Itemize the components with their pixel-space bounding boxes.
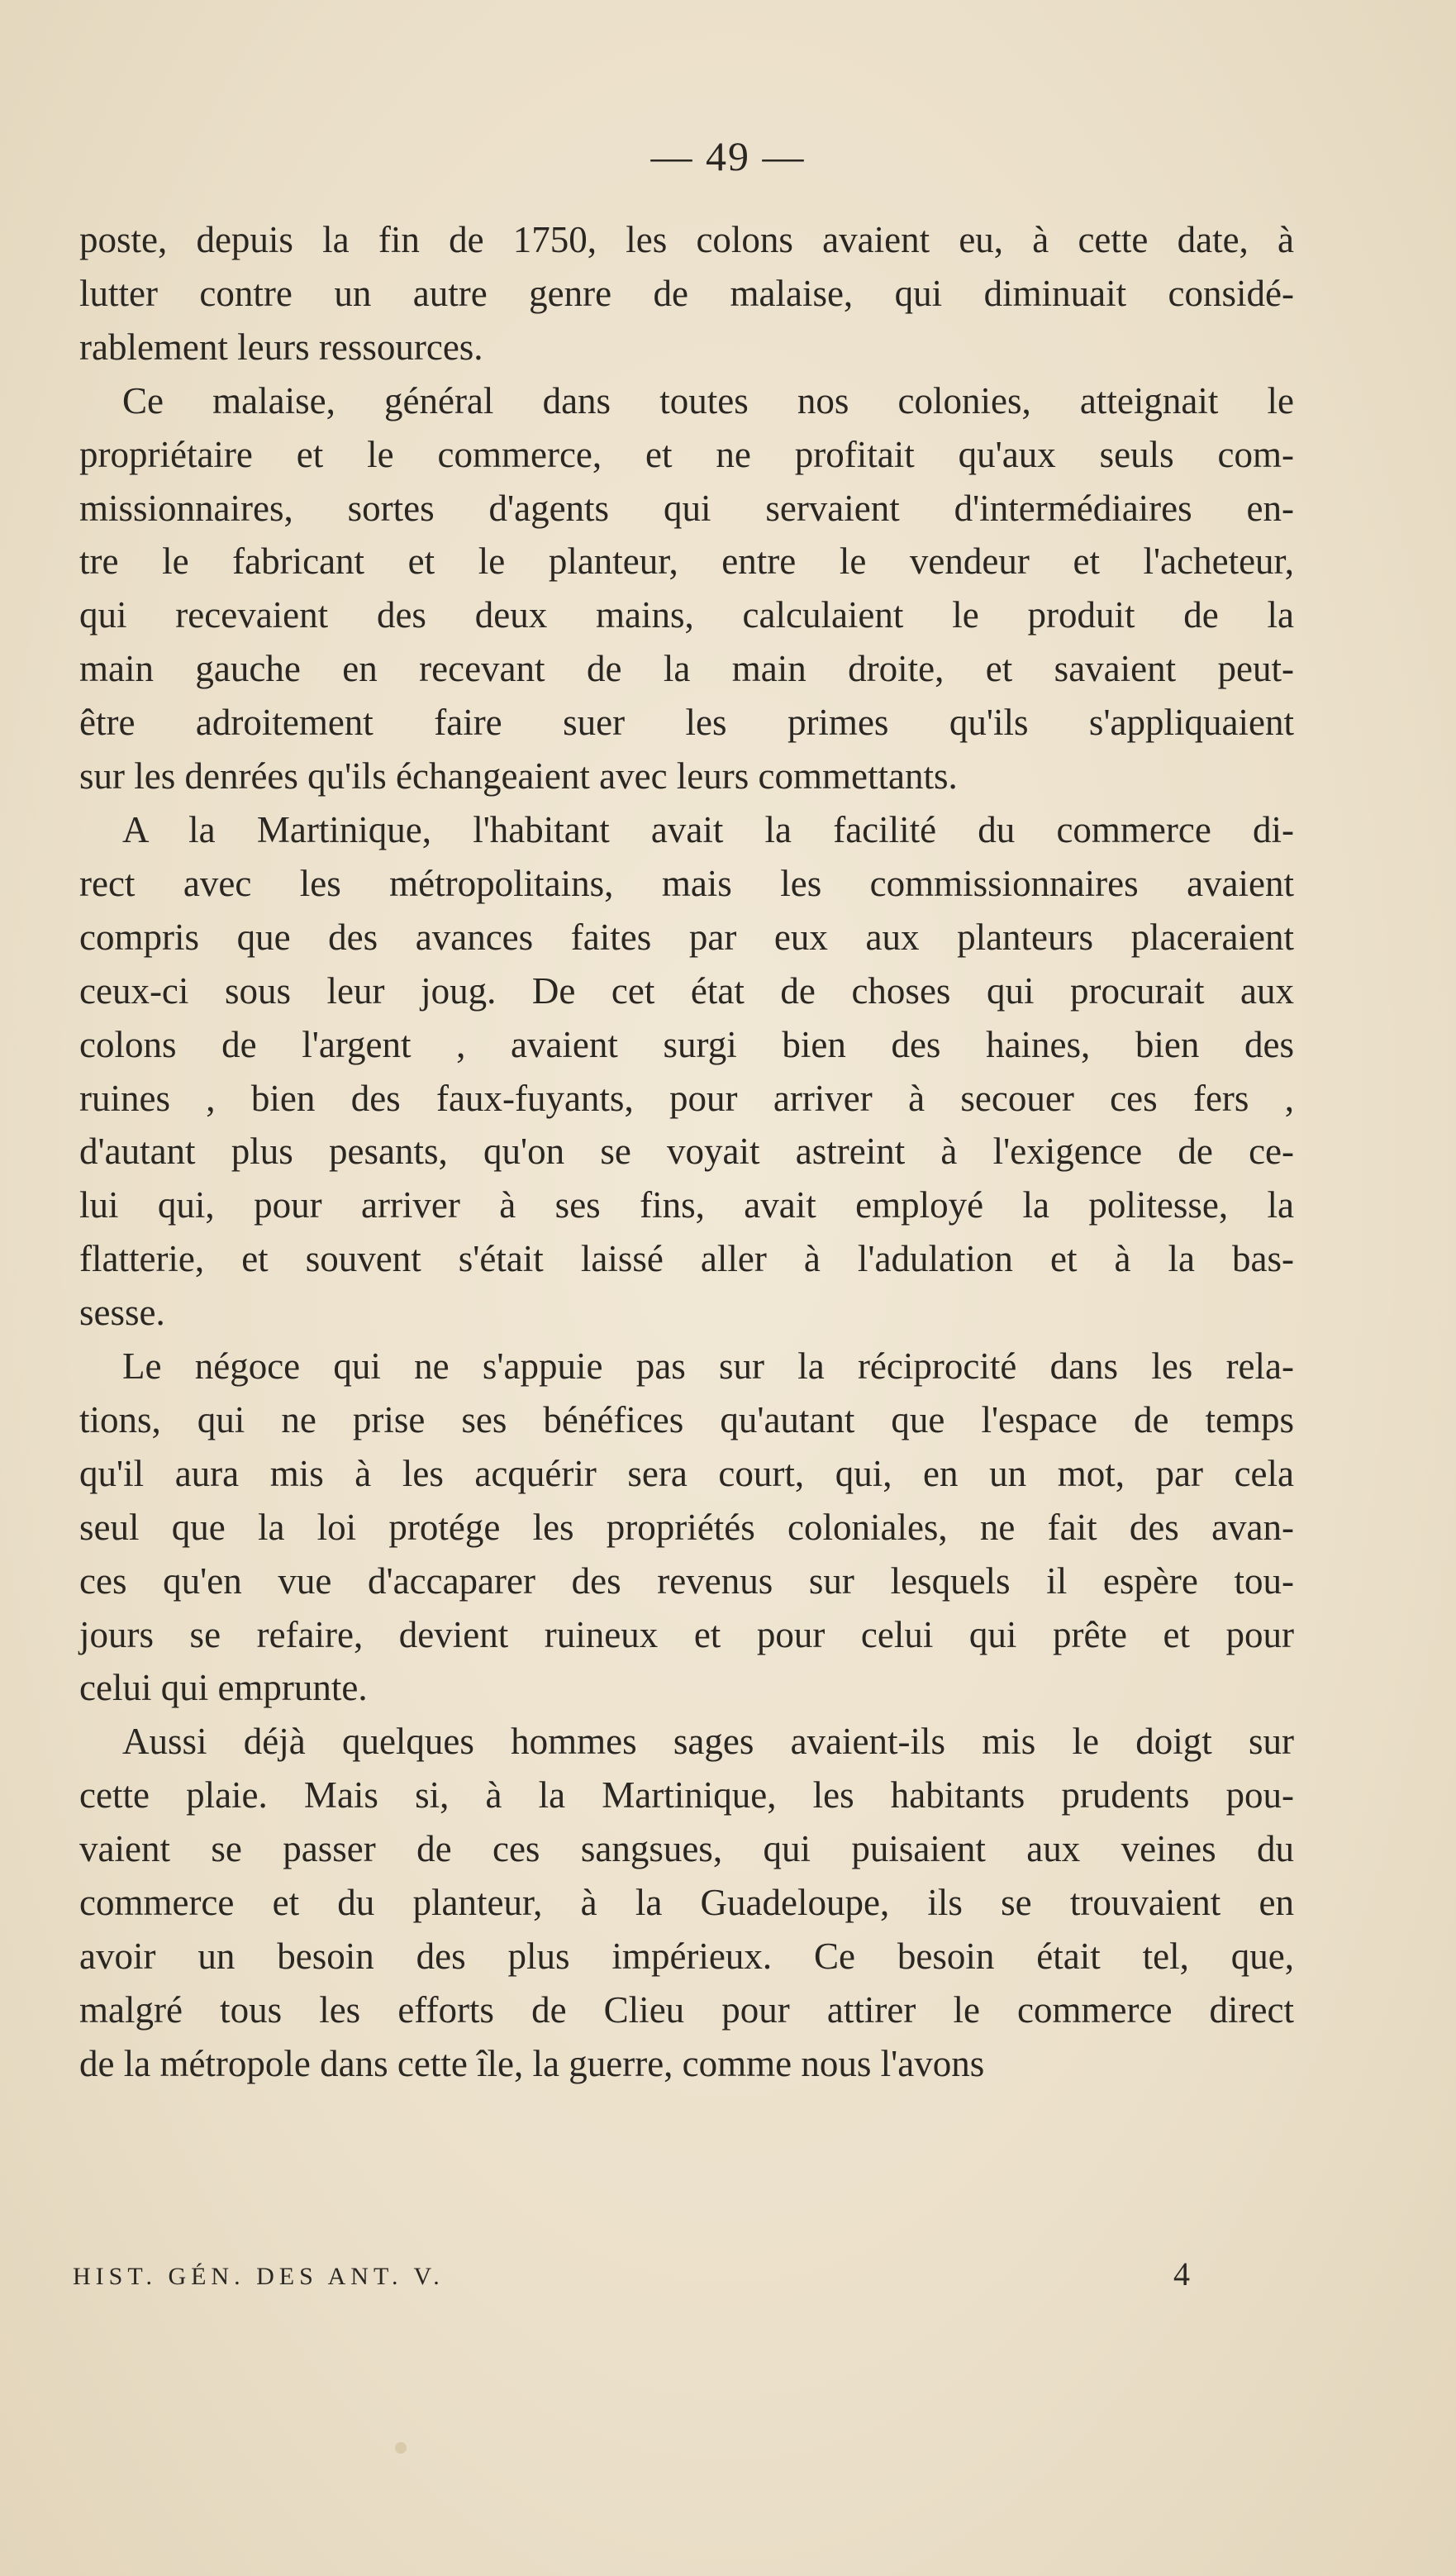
page-number: — 49 — xyxy=(650,133,806,179)
paragraph xyxy=(79,213,1294,374)
text-line: qu'il aura mis à les acquérir sera court, qui, en un mot, par cela xyxy=(79,1452,1294,1494)
text-line: ces qu'en vue d'accaparer des revenus sur lesquels il espère tou- xyxy=(79,1559,1294,1602)
text-line: celui qui emprunte. xyxy=(79,1667,368,1709)
text-line: qui recevaient des deux mains, calculaient le produit de la xyxy=(79,594,1294,636)
text-line: sesse. xyxy=(79,1292,165,1334)
text-line: ceux-ci sous leur joug. De cet état de choses qui procurait aux xyxy=(79,969,1294,1012)
text-line: seul que la loi protége les propriétés coloniales, ne fait des avan- xyxy=(79,1506,1294,1548)
text-line: flatterie, et souvent s'était laissé aller à l'adulation et à la bas- xyxy=(79,1238,1294,1280)
text-line: compris que des avances faites par eux aux planteurs placeraient xyxy=(79,916,1294,958)
text-line: avoir un besoin des plus impérieux. Ce besoin était tel, que, xyxy=(79,1936,1294,1977)
footer-signature: HIST. GÉN. DES ANT. V. xyxy=(73,2263,445,2290)
text-line: Le négoce qui ne s'appuie pas sur la réciprocité dans les rela- xyxy=(122,1345,1294,1388)
signature-mark: 4 xyxy=(1173,2255,1190,2293)
text-line: malgré tous les efforts de Clieu pour attirer le commerce direct xyxy=(79,1988,1294,2031)
text-line: A la Martinique, l'habitant avait la facilité du commerce di- xyxy=(122,808,1294,850)
paragraph xyxy=(79,1340,1294,1715)
text-line: commerce et du planteur, à la Guadeloupe, ils se trouvaient en xyxy=(79,1882,1294,1924)
text-line: jours se refaire, devient ruineux et pour celui qui prête et pour xyxy=(79,1613,1294,1655)
text-line: de la métropole dans cette île, la guerre, comme nous l'avons xyxy=(79,2042,985,2084)
text-line: lui qui, pour arriver à ses fins, avait employé la politesse, la xyxy=(79,1184,1294,1226)
paragraph xyxy=(79,1715,1294,2090)
text-line: propriétaire et le commerce, et ne profitait qu'aux seuls com- xyxy=(79,433,1294,475)
text-line: Ce malaise, général dans toutes nos colonies, atteignait le xyxy=(122,379,1294,421)
text-line: cette plaie. Mais si, à la Martinique, les habitants prudents pou- xyxy=(79,1774,1294,1817)
text-line: d'autant plus pesants, qu'on se voyait astreint à l'exigence de ce- xyxy=(79,1131,1294,1173)
text-line: tre le fabricant et le planteur, entre le vendeur et l'acheteur, xyxy=(79,540,1294,583)
text-line: main gauche en recevant de la main droite, et savaient peut- xyxy=(79,648,1294,690)
text-line: Aussi déjà quelques hommes sages avaient-ils mis le doigt sur xyxy=(122,1721,1294,1763)
body-text xyxy=(79,213,1294,2091)
text-line: ruines , bien des faux-fuyants, pour arriver à secouer ces fers , xyxy=(79,1077,1294,1119)
text-line: poste, depuis la fin de 1750, les colons avaient eu, à cette date, à xyxy=(79,219,1294,260)
text-line: colons de l'argent , avaient surgi bien des haines, bien des xyxy=(79,1023,1294,1065)
text-line: rect avec les métropolitains, mais les commissionnaires avaient xyxy=(79,862,1294,904)
text-line: rablement leurs ressources. xyxy=(79,326,483,368)
text-line: sur les denrées qu'ils échangeaient avec leurs commettants. xyxy=(79,755,958,798)
text-line: vaient se passer de ces sangsues, qui puisaient aux veines du xyxy=(79,1828,1294,1870)
paragraph xyxy=(79,803,1294,1340)
paper-stain xyxy=(395,2442,407,2454)
text-line: être adroitement faire suer les primes qu'ils s'appliquaient xyxy=(79,702,1294,744)
text-line: missionnaires, sortes d'agents qui servaient d'intermédiaires en- xyxy=(79,487,1294,529)
text-line: tions, qui ne prise ses bénéfices qu'autant que l'espace de temps xyxy=(79,1398,1294,1440)
text-line: lutter contre un autre genre de malaise, qui diminuait considé- xyxy=(79,272,1294,314)
paragraph xyxy=(79,374,1294,803)
